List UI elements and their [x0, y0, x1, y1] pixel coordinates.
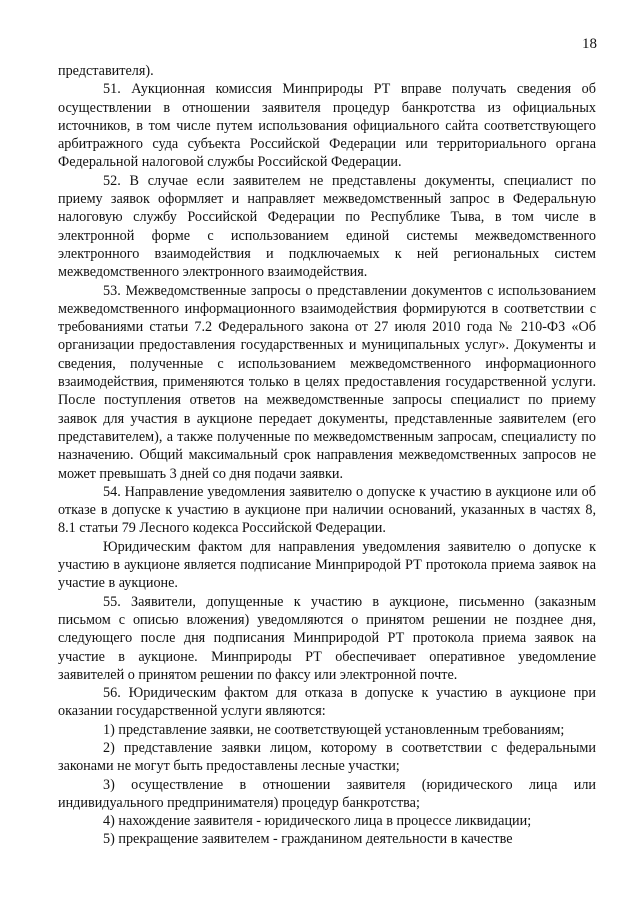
paragraph-54: 54. Направление уведомления заявителю о допуске к участию в аукционе или об отказе в допуске к участию в аукционе при наличии оснований, указанных в частях 8, 8.1 статьи 79 Лесного кодекса Российской Федерации.: [58, 483, 596, 537]
list-item-4: 4) нахождение заявителя - юридического лица в процессе ликвидации;: [103, 813, 532, 830]
page-number: 18: [582, 36, 597, 52]
paragraph-52: 52. В случае если заявителем не представлены документы, специалист по приему заявок оформляет и направляет межведомственный запрос в Федеральную налоговую службу Российской Федерации по Республике Тыва, в том числе в электронной форме с использованием единой системы межведомственного электронного взаимодействия и подключаемых к ней региональных систем межведомственного электронного взаимодействия.: [58, 172, 596, 281]
list-item-3: 3) осуществление в отношении заявителя (юридического лица или индивидуального предпринимателя) процедур банкротства;: [58, 776, 596, 811]
paragraph-51: 51. Аукционная комиссия Минприроды РТ вправе получать сведения об осуществлении в отношении заявителя процедур банкротства из официальных источников, в том числе путем использования официального сайта соответствующего арбитражного суда субъекта Российской Федерации или территориального органа Федеральной налоговой службы Российской Федерации.: [58, 81, 596, 171]
list-item-5: 5) прекращение заявителем - гражданином деятельности в качестве: [103, 831, 513, 848]
paragraph-55: 55. Заявители, допущенные к участию в аукционе, письменно (заказным письмом с описью вложения) уведомляются о принятом решении не позднее дня, следующего после дня подписания Минприродой РТ протокола приема заявок на участие в аукционе. Минприроды РТ обеспечивает оперативное уведомление заявителей о принятом решении по факсу или электронной почте.: [58, 593, 596, 683]
paragraph-continuation: представителя).: [58, 63, 154, 79]
list-item-1: 1) представление заявки, не соответствующей установленным требованиям;: [103, 721, 565, 738]
paragraph-56: 56. Юридическим фактом для отказа в допуске к участию в аукционе при оказании государственной услуги являются:: [58, 685, 596, 720]
list-item-2: 2) представление заявки лицом, которому в соответствии с федеральными законами не могут быть предоставлены лесные участки;: [58, 739, 596, 775]
paragraph-54-legal-fact: Юридическим фактом для направления уведомления заявителю о допуске к участию в аукционе является подписание Минприродой РТ протокола приема заявок на участие в аукционе.: [58, 538, 596, 592]
paragraph-53: 53. Межведомственные запросы о представлении документов с использованием межведомственного информационного взаимодействия формируются в соответствии с требованиями статьи 7.2 Федерального закона от 27 июля 2010 года № 210-ФЗ «Об организации предоставления государственных и муниципальных услуг». Документы и сведения, полученные с использованием межведомственного информационного взаимодействия, применяются только в целях предоставления государственной услуги. После поступления ответов на межведомственные запросы специалист по приему заявок для участия в аукционе передает документы, представленные заявителем (его представителем), а также полученные по межведомственным запросам, специалисту по назначению. Общий максимальный срок направления межведомственных запросов не может превышать 3 дней со дня подачи заявки.: [58, 282, 596, 482]
document-body: [58, 62, 596, 849]
